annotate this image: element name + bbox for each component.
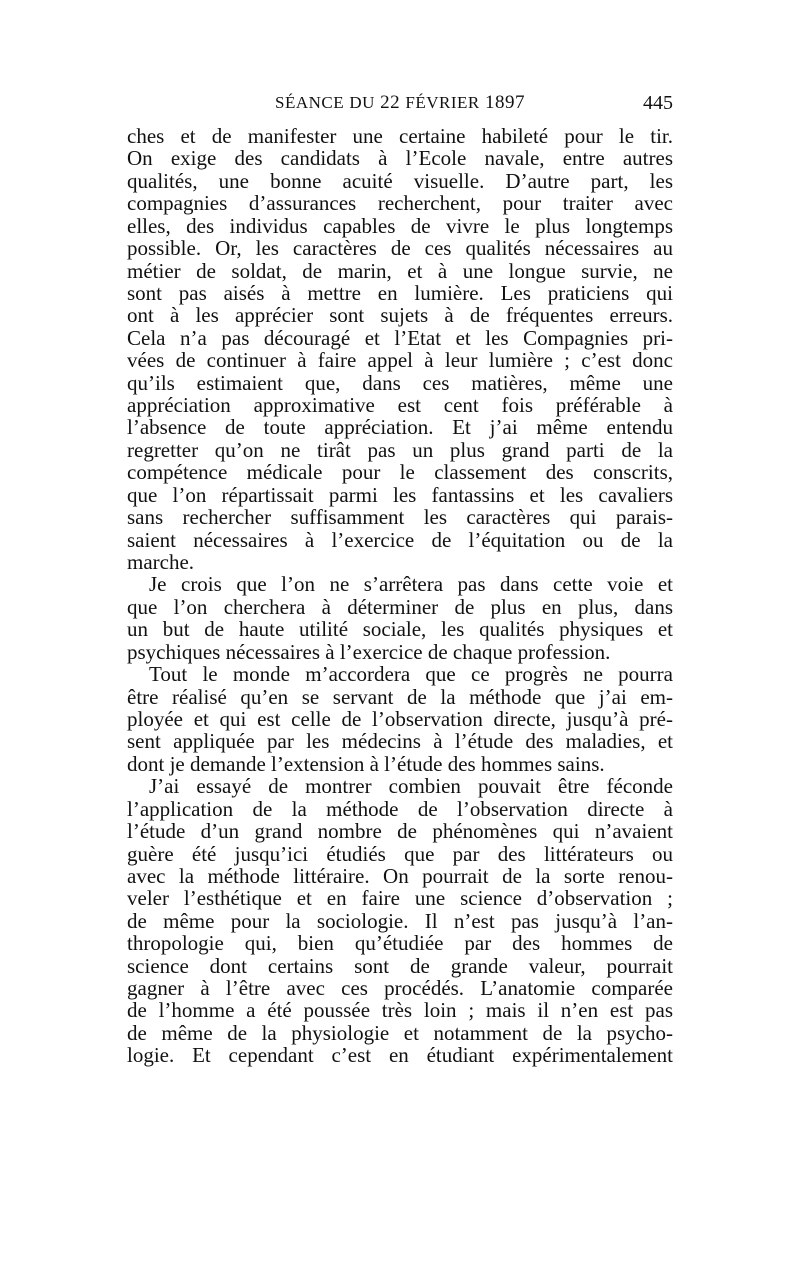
text-line: de même de la physiologie et notamment de la psycho-: [127, 1020, 673, 1045]
text-line: de l’homme a été poussée très loin ; mais il n’en est pas: [127, 998, 673, 1023]
text-line: elles, des individus capables de vivre le plus longtemps: [127, 213, 673, 238]
text-line: ont à les apprécier sont sujets à de fréquentes erreurs.: [127, 303, 673, 328]
text-line: science dont certains sont de grande valeur, pourrait: [127, 953, 673, 978]
running-title: [127, 92, 673, 114]
text-line: regretter qu’on ne tirât pas un plus grand parti de la: [127, 437, 673, 462]
body-text: [127, 125, 673, 1067]
text-line: gagner à l’être avec ces procédés. L’anatomie comparée: [127, 976, 673, 1001]
text-line: vées de continuer à faire appel à leur lumière ; c’est donc: [127, 348, 673, 373]
text-line: veler l’esthétique et en faire une science d’observation ;: [127, 886, 673, 911]
text-line: un but de haute utilité sociale, les qualités physiques et: [127, 617, 673, 642]
text-line: compétence médicale pour le classement des conscrits,: [127, 460, 673, 485]
text-line: sont pas aisés à mettre en lumière. Les praticiens qui: [127, 280, 673, 305]
running-title-word: SÉANCE: [274, 93, 345, 112]
text-line: l’application de la méthode de l’observation directe à: [127, 796, 673, 821]
text-line: que l’on répartissait parmi les fantassins et les cavaliers: [127, 482, 673, 507]
text-line: de même pour la sociologie. Il n’est pas jusqu’à l’an-: [127, 908, 673, 933]
text-line: thropologie qui, bien qu’étudiée par des hommes de: [127, 931, 673, 956]
text-line: guère été jusqu’ici étudiés que par des littérateurs ou: [127, 841, 673, 866]
text-line: avec la méthode littéraire. On pourrait de la sorte renou-: [127, 863, 673, 888]
text-line: sans rechercher suffisamment les caractères qui parais-: [127, 505, 673, 530]
text-line: qualités, une bonne acuité visuelle. D’autre part, les: [127, 168, 673, 193]
text-line: appréciation approximative est cent fois préférable à: [127, 393, 673, 418]
text-line: dont je demande l’extension à l’étude des hommes sains.: [127, 751, 605, 776]
text-line: ployée et qui est celle de l’observation directe, jusqu’à pré-: [127, 706, 673, 731]
text-line: l’absence de toute appréciation. Et j’ai même entendu: [127, 415, 673, 440]
text-line: J’ai essayé de montrer combien pouvait être féconde: [149, 774, 673, 799]
text-line: être réalisé qu’en se servant de la méthode que j’ai em-: [127, 684, 673, 709]
text-line: sent appliquée par les médecins à l’étude des maladies, et: [127, 729, 673, 754]
text-line: psychiques nécessaires à l’exercice de chaque profession.: [127, 639, 611, 664]
text-line: marche.: [127, 550, 195, 575]
text-line: Je crois que l’on ne s’arrêtera pas dans cette voie et: [149, 572, 673, 597]
text-line: possible. Or, les caractères de ces qualités nécessaires au: [127, 236, 673, 261]
running-title-month: FÉVRIER: [405, 93, 480, 112]
text-line: Tout le monde m’accordera que ce progrès ne pourra: [149, 662, 673, 687]
text-line: que l’on cherchera à déterminer de plus en plus, dans: [127, 594, 673, 619]
page-number: 445: [643, 92, 673, 114]
text-line: l’étude d’un grand nombre de phénomènes qui n’avaient: [127, 819, 673, 844]
text-line: On exige des candidats à l’Ecole navale, entre autres: [127, 146, 673, 171]
running-title-year: 1897: [485, 92, 526, 113]
running-title-word: DU: [349, 93, 375, 112]
text-line: saient nécessaires à l’exercice de l’équitation ou de la: [127, 527, 673, 552]
running-head: [127, 92, 673, 118]
text-line: qu’ils estimaient que, dans ces matières, même une: [127, 370, 673, 395]
running-title-date: 22: [380, 92, 401, 113]
text-line: compagnies d’assurances recherchent, pour traiter avec: [127, 191, 673, 216]
text-line: métier de soldat, de marin, et à une longue survie, ne: [127, 258, 673, 283]
text-line: ches et de manifester une certaine habileté pour le tir.: [127, 124, 673, 148]
text-line: logie. Et cependant c’est en étudiant expérimentalement: [127, 1043, 673, 1068]
text-line: Cela n’a pas découragé et l’Etat et les Compagnies pri-: [127, 325, 673, 350]
